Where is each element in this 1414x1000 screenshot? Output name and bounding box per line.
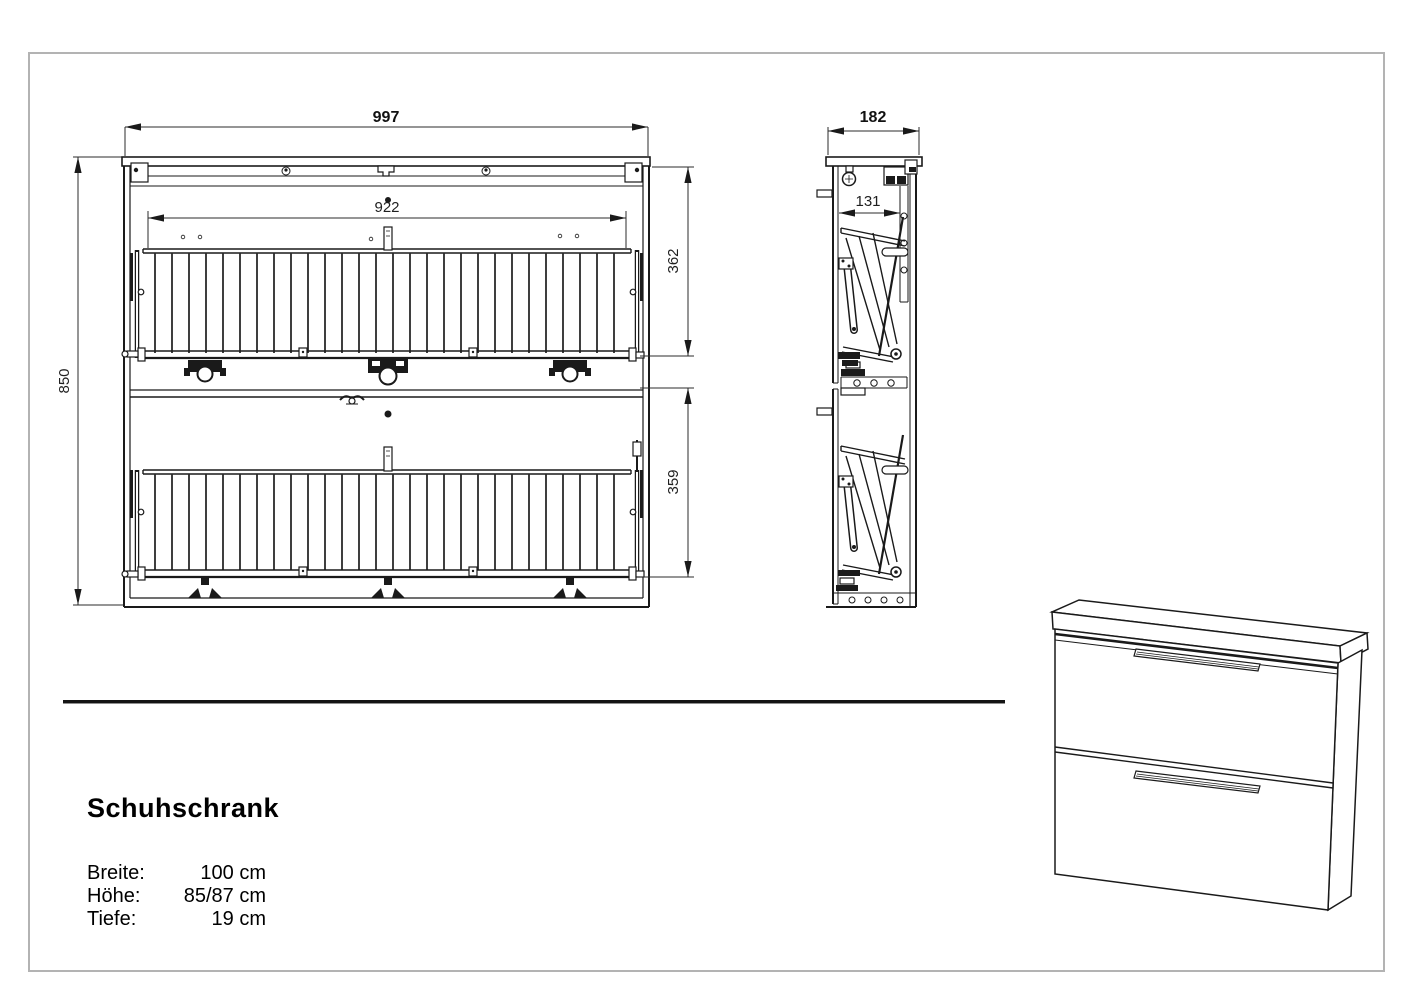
front-view: [56, 109, 694, 607]
spec-row-breite: [87, 862, 266, 885]
dim-overall-width: [125, 109, 648, 156]
title-block: [87, 793, 279, 931]
perspective-view: [1052, 600, 1368, 910]
dim-label-997: 997: [372, 109, 400, 126]
upper-shoe-rack: [122, 227, 644, 385]
spec-label: Höhe:: [87, 885, 141, 907]
spec-value: 19 cm: [211, 908, 266, 930]
lower-shoe-rack: [122, 440, 644, 598]
rack-feet: [188, 578, 587, 598]
dim-label-362: 362: [665, 248, 682, 274]
spec-row-hoehe: [87, 885, 266, 908]
dim-label-850: 850: [56, 368, 73, 394]
side-lower-rack: [838, 435, 908, 580]
back-panel-holes: [181, 234, 579, 241]
side-cabinet-carcass: [817, 157, 922, 607]
dim-label-182: 182: [859, 109, 887, 126]
spec-label: Breite:: [87, 862, 145, 884]
dim-label-359: 359: [665, 469, 682, 495]
side-view: [817, 109, 922, 607]
spec-table: [87, 862, 266, 931]
rack-rollers: [184, 358, 591, 385]
spec-label: Tiefe:: [87, 908, 137, 930]
spec-row-tiefe: [87, 908, 266, 931]
product-title: Schuhschrank: [87, 793, 280, 823]
section-divider: [63, 700, 1005, 704]
dim-label-922: 922: [374, 199, 400, 216]
dim-overall-height: [56, 157, 124, 605]
spec-value: 85/87 cm: [183, 885, 266, 907]
dim-overall-depth: [828, 109, 919, 155]
dim-inner-depth: [839, 193, 900, 217]
spec-value: 100 cm: [200, 862, 266, 884]
dim-label-131: 131: [855, 193, 881, 210]
cabinet-front-doors: [1055, 629, 1338, 910]
side-upper-rack: [838, 217, 908, 366]
